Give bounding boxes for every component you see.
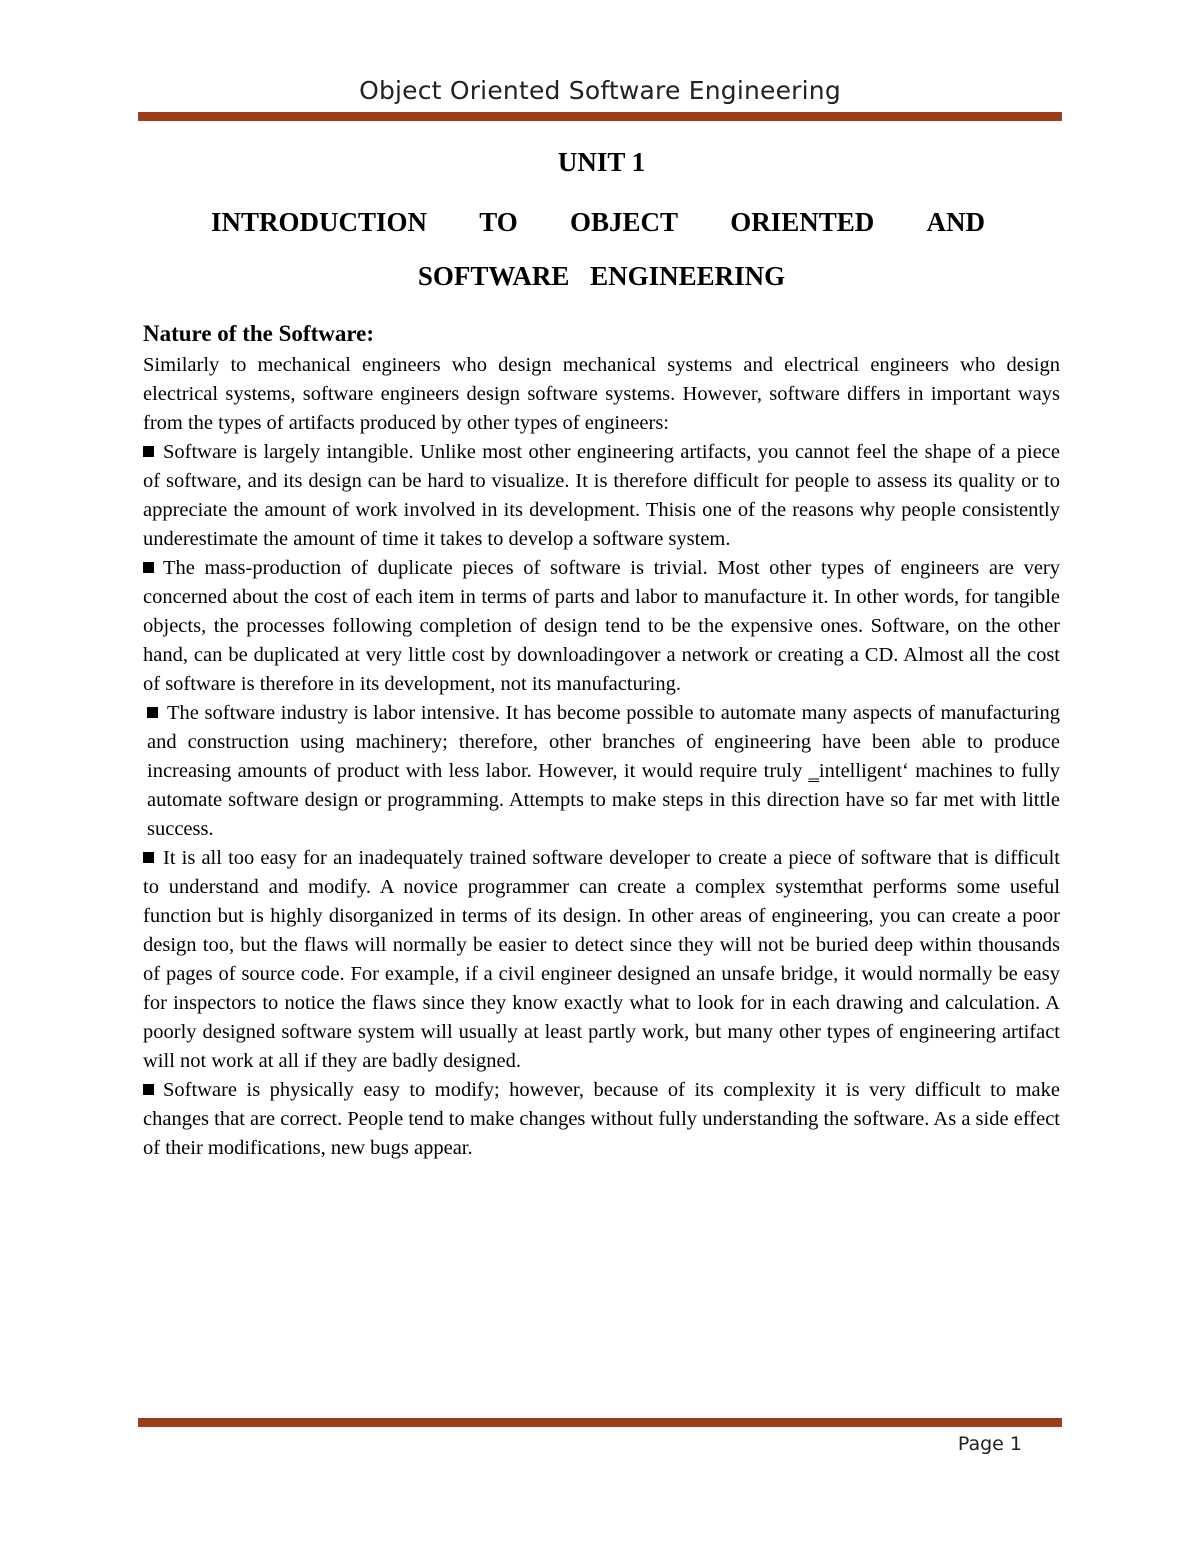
bullet-paragraph: [143, 554, 1060, 699]
square-bullet-icon: [143, 1084, 154, 1095]
running-header: Object Oriented Software Engineering: [359, 76, 841, 105]
bullet-text: The mass-production of duplicate pieces of software is trivial. Most other types of engineers are very concerned about the cost of each item in terms of parts and labor to manufacture it. In other words, for tangible objects, the processes following completion of design tend to be the expensive ones. Software, on the other hand, can be duplicated at very little cost by downloadingover a network or creating a CD. Almost all the cost of software is therefore in its development, not its manufacturing.: [143, 557, 1060, 695]
bullet-paragraph: [143, 1076, 1060, 1163]
bullet-text: Software is physically easy to modify; however, because of its complexity it is very difficult to make changes that are correct. People tend to make changes without fully understanding the software. As a side effect of their modifications, new bugs appear.: [143, 1079, 1060, 1159]
page-number: Page 1: [957, 1433, 1022, 1455]
footer-rule: [138, 1418, 1062, 1427]
page-content: [143, 140, 1060, 1163]
square-bullet-icon: [147, 707, 158, 718]
unit-title: UNIT 1: [557, 147, 646, 177]
bullet-paragraph: [143, 699, 1060, 844]
square-bullet-icon: [143, 562, 154, 573]
header-rule: [138, 112, 1062, 121]
title-word: TO: [479, 207, 518, 237]
title-word: INTRODUCTION: [211, 207, 428, 237]
square-bullet-icon: [143, 446, 154, 457]
title-word: OBJECT: [570, 207, 679, 237]
section-heading: Nature of the Software:: [143, 321, 375, 346]
main-title-line-1: [143, 208, 1060, 248]
intro-paragraph: Similarly to mechanical engineers who design mechanical systems and electrical engineers who design electrical systems, software engineers design software systems. However, software differs in important ways from the types of artifacts produced by other types of engineers:: [143, 354, 1060, 434]
title-word: ORIENTED: [730, 207, 875, 237]
bullet-text: Software is largely intangible. Unlike most other engineering artifacts, you cannot feel the shape of a piece of software, and its design can be hard to visualize. It is therefore difficult for people to assess its quality or to appreciate the amount of work involved in its development. Thisis one of the reasons why people consistently underestimate the amount of time it takes to develop a software system.: [143, 441, 1060, 550]
bullet-paragraph: [143, 438, 1060, 554]
bullet-text: It is all too easy for an inadequately trained software developer to create a piece of software that is difficult to understand and modify. A novice programmer can create a complex systemthat performs some useful function but is highly disorganized in terms of its design. In other areas of engineering, you can create a poor design too, but the flaws will normally be easier to detect since they will not be buried deep within thousands of pages of source code. For example, if a civil engineer designed an unsafe bridge, it would normally be easy for inspectors to notice the flaws since they know exactly what to look for in each drawing and calculation. A poorly designed software system will usually at least partly work, but many other types of engineering artifact will not work at all if they are badly designed.: [143, 847, 1060, 1072]
bullet-paragraph: [143, 844, 1060, 1076]
main-title-line-2: SOFTWARE ENGINEERING: [417, 261, 786, 291]
bullet-text: The software industry is labor intensive. It has become possible to automate many aspects of manufacturing and construction using machinery; therefore, other branches of engineering have been able to produce increasing amounts of product with less labor. However, it would require truly ‗intelligent‘ machines to fully automate software design or programming. Attempts to make steps in this direction have so far met with little success.: [147, 702, 1060, 840]
square-bullet-icon: [143, 852, 154, 863]
title-word: AND: [926, 207, 985, 237]
